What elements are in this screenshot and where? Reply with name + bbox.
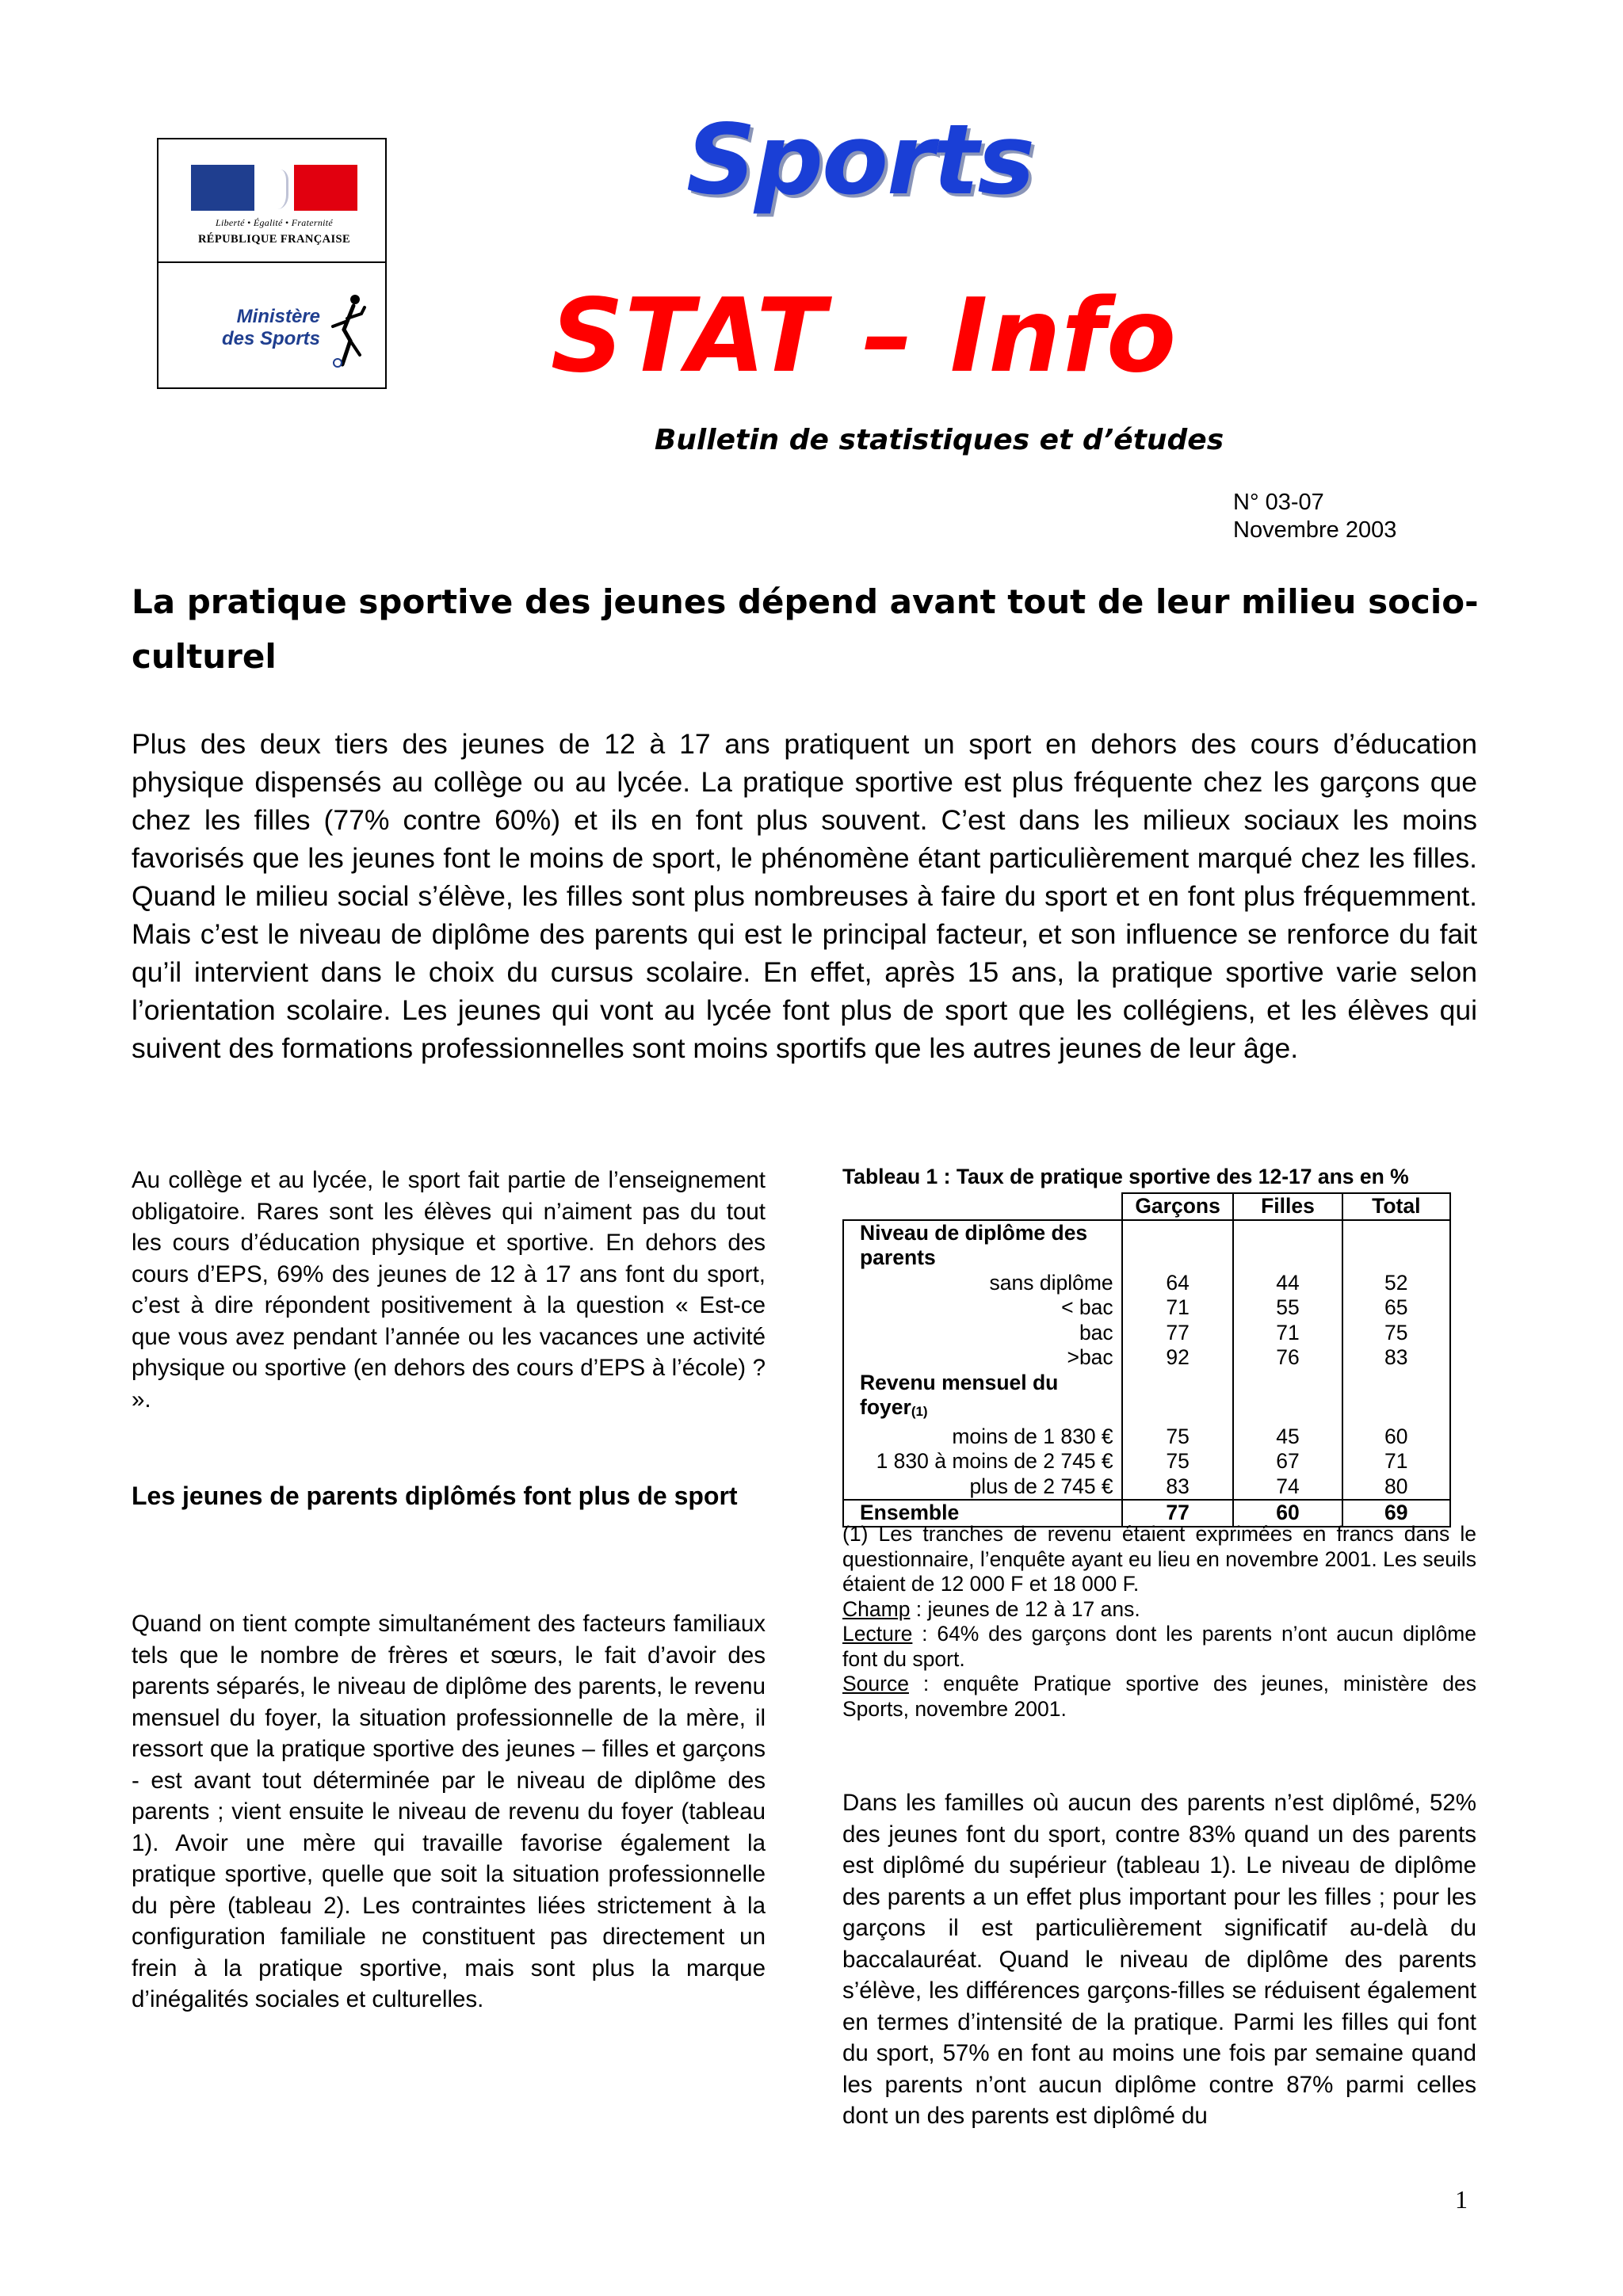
table-row (843, 1321, 1450, 1346)
note-label: Source (842, 1672, 909, 1695)
logo-box (157, 138, 387, 389)
title-sports: Sports (685, 104, 1034, 216)
data-table (842, 1192, 1451, 1527)
total-value: 77 (1122, 1500, 1234, 1527)
cell-value: 64 (1122, 1271, 1234, 1296)
section-label (843, 1371, 1122, 1425)
table-section-row (843, 1371, 1450, 1425)
cell-value: 71 (1233, 1321, 1342, 1346)
row-label: moins de 1 830 € (843, 1425, 1122, 1450)
cell-value: 83 (1122, 1474, 1234, 1501)
cell-value: 77 (1122, 1321, 1234, 1346)
row-label: bac (843, 1321, 1122, 1346)
cell-value: 75 (1342, 1321, 1450, 1346)
issue-number: N° 03-07 (1233, 490, 1324, 515)
cell-value: 65 (1342, 1295, 1450, 1321)
ministere-des-sports-logo (185, 292, 376, 371)
runner-icon (327, 292, 368, 371)
row-label: >bac (843, 1345, 1122, 1371)
row-label: < bac (843, 1295, 1122, 1321)
cell-value: 74 (1233, 1474, 1342, 1501)
intro-paragraph: Plus des deux tiers des jeunes de 12 à 17 ans pratiquent un sport en dehors des cours d’éducation physique dispensés au collège ou au lycée. La pratique sportive est plus fréquente chez les garçons que chez les filles (77% contre 60%) et ils en font plus souvent. C’est dans les milieux sociaux les moins favorisés que les jeunes font le moins de sport, le phénomène étant particulièrement marqué chez les filles. Quand le milieu social s’élève, les filles sont plus nombreuses à faire du sport et en font plus fréquemment. Mais c’est le niveau de diplôme des parents qui est le principal facteur, et son influence se renforce du fait qu’il intervient dans le choix du cursus scolaire. En effet, après 15 ans, la pratique sportive varie selon l’orientation scolaire. Les jeunes qui vont au lycée font plus de sport que les collégiens, et les élèves qui suivent des formations professionnelles sont moins sportifs que les autres jeunes de leur âge. (132, 728, 1477, 1064)
title-stat-info: STAT – Info (550, 277, 1178, 395)
column-header: Garçons (1122, 1193, 1234, 1220)
note-champ (842, 1597, 1476, 1623)
page-number: 1 (1455, 2185, 1468, 2214)
ministry-name (185, 306, 320, 350)
cell-value: 55 (1233, 1295, 1342, 1321)
marianne-flag-icon (191, 165, 357, 211)
footnote-ref: (1) (911, 1404, 928, 1419)
cell-value: 67 (1233, 1449, 1342, 1474)
republique-francaise-logo (190, 165, 358, 246)
cell-value: 75 (1122, 1449, 1234, 1474)
left-paragraph-1: Au collège et au lycée, le sport fait partie de l’enseignement obligatoire. Rares sont les élèves qui n’aiment pas du tout les cours d’éducation physique et sportive. En dehors des cours d’EPS, 69% des jeunes de 12 à 17 ans font du sport, c’est à dire répondent positivement à la question « Est-ce que vous avez pendant l’année ou les vacances une activité physique ou sportive (en dehors des cours d’EPS à l’école) ? ». (132, 1167, 766, 1413)
ministry-line-2: des Sports (221, 328, 320, 349)
cell-value: 92 (1122, 1345, 1234, 1371)
table-row (843, 1345, 1450, 1371)
note-text: : 64% des garçons dont les parents n’ont aucun diplôme font du sport. (842, 1622, 1476, 1671)
table-header-blank (843, 1193, 1122, 1220)
footnote-1: (1) Les tranches de revenu étaient exprimées en francs dans le questionnaire, l’enquête ayant eu lieu en novembre 2001. Les seuils étaient de 12 000 F et 18 000 F. (842, 1522, 1476, 1596)
note-label: Lecture (842, 1622, 913, 1646)
section-heading: Les jeunes de parents diplômés font plus de sport (132, 1482, 738, 1510)
note-lecture (842, 1622, 1476, 1672)
cell-value: 71 (1122, 1295, 1234, 1321)
right-paragraph-1: Dans les familles où aucun des parents n’est diplômé, 52% des jeunes font du sport, contre 83% quand un des parents est diplômé du supérieur (tableau 1). Le niveau de diplôme des parents a un effet plus important pour les filles ; pour les garçons il est particulièrement significatif au-delà du baccalauréat. Quand le niveau de diplôme des parents s’élève, les différences garçons-filles se réduisent également en termes d’intensité de la pratique. Parmi les filles qui font du sport, 57% en font au moins une fois par semaine quand les parents n’ont aucun diplôme contre 87% parmi celles dont un des parents est diplômé du (842, 1790, 1476, 2129)
note-source (842, 1672, 1476, 1722)
article-headline: La pratique sportive des jeunes dépend avant tout de leur milieu socio-culturel (132, 582, 1479, 676)
cell-value: 83 (1342, 1345, 1450, 1371)
issue-date: Novembre 2003 (1233, 517, 1397, 543)
table-title: Tableau 1 : Taux de pratique sportive des 12-17 ans en % (842, 1165, 1409, 1188)
table-row (843, 1295, 1450, 1321)
note-label: Champ (842, 1596, 911, 1621)
row-label: 1 830 à moins de 2 745 € (843, 1449, 1122, 1474)
cell-value: 60 (1342, 1425, 1450, 1450)
table-notes (842, 1522, 1476, 1722)
total-value: 60 (1233, 1500, 1342, 1527)
column-header: Filles (1233, 1193, 1342, 1220)
table-row (843, 1449, 1450, 1474)
ministry-line-1: Ministère (236, 306, 320, 327)
table-header-row (843, 1193, 1450, 1220)
total-value: 69 (1342, 1500, 1450, 1527)
cell-value: 71 (1342, 1449, 1450, 1474)
section-label-text: Revenu mensuel du foyer (860, 1370, 1059, 1419)
republic-motto: Liberté • Égalité • Fraternité (215, 217, 334, 228)
total-label: Ensemble (843, 1500, 1122, 1527)
table-row (843, 1271, 1450, 1296)
bulletin-subtitle: Bulletin de statistiques et d’études (654, 424, 1224, 456)
table-row (843, 1474, 1450, 1501)
table-section-row (843, 1220, 1450, 1271)
republic-name: RÉPUBLIQUE FRANÇAISE (197, 233, 351, 246)
section-label: Niveau de diplôme des parents (843, 1220, 1122, 1271)
cell-value: 52 (1342, 1271, 1450, 1296)
note-text: : jeunes de 12 à 17 ans. (910, 1596, 1140, 1621)
column-header: Total (1342, 1193, 1450, 1220)
cell-value: 80 (1342, 1474, 1450, 1501)
cell-value: 75 (1122, 1425, 1234, 1450)
table-row (843, 1425, 1450, 1450)
row-label: plus de 2 745 € (843, 1474, 1122, 1501)
logo-divider (158, 261, 385, 263)
row-label: sans diplôme (843, 1271, 1122, 1296)
cell-value: 45 (1233, 1425, 1342, 1450)
cell-value: 76 (1233, 1345, 1342, 1371)
note-text: : enquête Pratique sportive des jeunes, ministère des Sports, novembre 2001. (842, 1672, 1476, 1721)
cell-value: 44 (1233, 1271, 1342, 1296)
issue-info (1233, 489, 1396, 544)
left-paragraph-2: Quand on tient compte simultanément des facteurs familiaux tels que le nombre de frères et sœurs, le fait d’avoir des parents séparés, le niveau de diplôme des parents, le revenu mensuel du foyer, la situation professionnelle de la mère, il ressort que la pratique sportive des jeunes – filles et garçons - est avant tout déterminée par le niveau de diplôme des parents ; vient ensuite le niveau de revenu du foyer (tableau 1). Avoir une mère qui travaille favorise également la pratique sportive, quelle que soit la situation professionnelle du père (tableau 2). Les contraintes liées strictement à la configuration familiale ne constituent pas directement un frein à la pratique sportive, mais sont plus la marque d’inégalités sociales et culturelles. (132, 1611, 766, 2012)
